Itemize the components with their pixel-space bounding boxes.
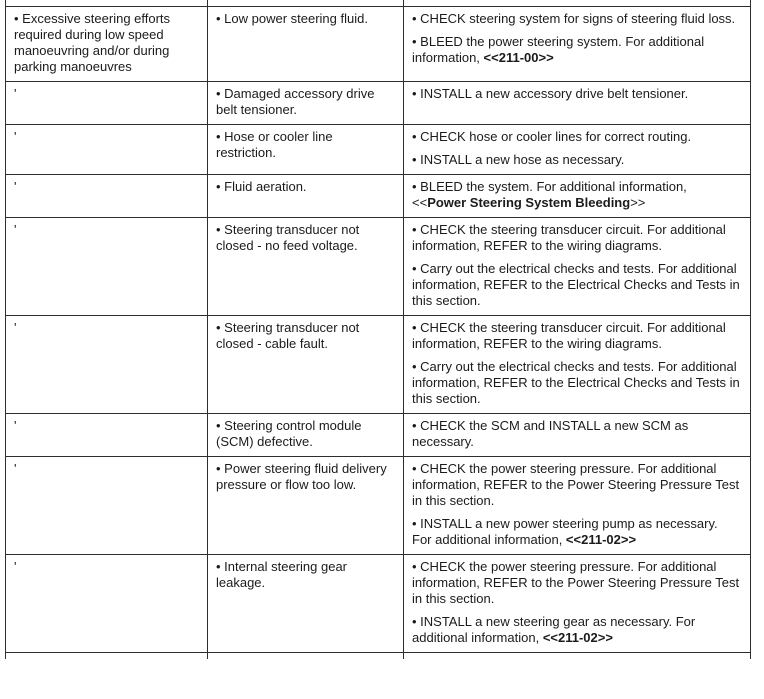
cell-paragraph [14, 222, 197, 238]
cell-paragraph [412, 261, 740, 309]
cell-text: • Low power steering fluid. [216, 11, 368, 26]
condition-cell [6, 218, 208, 315]
cell-text: << [412, 195, 428, 210]
condition-cell [6, 0, 208, 6]
cell-text: • INSTALL a new power steering pump as necessary. For additional information, [412, 516, 718, 547]
cell-text: • Excessive steering efforts required during low speed manoeuvring and/or during parking manoeuvres [14, 11, 171, 74]
cell-text: • BLEED the power steering system. For additional information, [412, 34, 705, 65]
condition-cell [6, 175, 208, 217]
source-cell [208, 125, 404, 174]
table-row [6, 82, 751, 125]
table-row [6, 316, 751, 414]
cell-text: • CHECK hose or cooler lines for correct routing. [412, 129, 692, 144]
cell-text: • CHECK the power steering pressure. For additional information, REFER to the Power Steering Pressure Test in this section. [412, 461, 740, 508]
cell-text: • Internal steering gear leakage. [216, 559, 348, 590]
action-cell [404, 82, 751, 124]
action-cell [404, 653, 751, 659]
cell-text: • Steering transducer not closed - no feed voltage. [216, 222, 360, 253]
cell-paragraph [14, 11, 197, 75]
cell-paragraph [216, 418, 393, 450]
cell-paragraph [216, 179, 393, 195]
cell-paragraph [412, 359, 740, 407]
source-cell [208, 414, 404, 456]
source-cell [208, 457, 404, 554]
bold-reference-text: <<211-00>> [483, 50, 554, 65]
source-cell [208, 653, 404, 659]
cell-text: ' [14, 86, 17, 101]
cell-text: ' [14, 179, 17, 194]
condition-cell [6, 653, 208, 659]
condition-cell [6, 457, 208, 554]
cell-paragraph [216, 129, 393, 161]
action-cell [404, 414, 751, 456]
cell-text: • CHECK steering system for signs of steering fluid loss. [412, 11, 736, 26]
action-cell [404, 175, 751, 217]
table-row [6, 414, 751, 457]
cell-paragraph [412, 34, 740, 66]
action-cell [404, 0, 751, 6]
cell-paragraph [412, 152, 740, 168]
cell-paragraph [412, 516, 740, 548]
cell-paragraph [14, 559, 197, 575]
cell-paragraph [412, 11, 740, 27]
cell-paragraph [14, 320, 197, 336]
action-cell [404, 555, 751, 652]
source-cell [208, 82, 404, 124]
cell-text: ' [14, 222, 17, 237]
source-cell [208, 7, 404, 81]
action-cell [404, 457, 751, 554]
table-row [6, 7, 751, 82]
cell-text: ' [14, 320, 17, 335]
condition-cell [6, 316, 208, 413]
cell-text: • BLEED the system. For additional information, [412, 179, 687, 194]
table-row [6, 175, 751, 218]
source-cell [208, 175, 404, 217]
condition-cell [6, 414, 208, 456]
diagnostic-table [5, 0, 751, 659]
table-row [6, 457, 751, 555]
cell-paragraph [14, 179, 197, 195]
cell-text: • Carry out the electrical checks and tests. For additional information, REFER to the Electrical Checks and Tests in this section. [412, 261, 740, 308]
cell-text: • Damaged accessory drive belt tensioner. [216, 86, 375, 117]
cell-text: • Carry out the electrical checks and tests. For additional information, REFER to the Electrical Checks and Tests in this section. [412, 359, 740, 406]
bold-reference-text: Power Steering System Bleeding [427, 195, 631, 210]
cell-paragraph [14, 418, 197, 434]
condition-cell [6, 82, 208, 124]
cell-paragraph [216, 559, 393, 591]
cell-paragraph [412, 559, 740, 607]
cell-paragraph [412, 179, 740, 211]
cell-text: • INSTALL a new hose as necessary. [412, 152, 625, 167]
condition-cell [6, 125, 208, 174]
cell-text: • INSTALL a new accessory drive belt tensioner. [412, 86, 689, 101]
cell-paragraph [14, 461, 197, 477]
action-cell [404, 125, 751, 174]
cell-paragraph [14, 129, 197, 145]
cell-text: ' [14, 129, 17, 144]
action-cell [404, 316, 751, 413]
cell-paragraph [412, 222, 740, 254]
cell-text: • INSTALL a new steering gear as necessary. For additional information, [412, 614, 696, 645]
cell-text: • CHECK the steering transducer circuit. For additional information, REFER to the wiring diagrams. [412, 320, 726, 351]
cell-paragraph [412, 461, 740, 509]
cell-text: • Steering transducer not closed - cable fault. [216, 320, 360, 351]
cell-paragraph [216, 86, 393, 118]
cell-text: • CHECK the power steering pressure. For additional information, REFER to the Power Steering Pressure Test in this section. [412, 559, 740, 606]
cell-paragraph [412, 129, 740, 145]
cell-text: • CHECK the SCM and INSTALL a new SCM as necessary. [412, 418, 689, 449]
cell-text: ' [14, 418, 17, 433]
table-row [6, 125, 751, 175]
cell-paragraph [216, 461, 393, 493]
source-cell [208, 316, 404, 413]
action-cell [404, 7, 751, 81]
cell-paragraph [216, 11, 393, 27]
action-cell [404, 218, 751, 315]
table-body [6, 7, 751, 653]
cell-paragraph [14, 86, 197, 102]
cell-paragraph [412, 614, 740, 646]
cell-text: ' [14, 461, 17, 476]
cell-text: • Fluid aeration. [216, 179, 307, 194]
cell-paragraph [216, 222, 393, 254]
cell-text: >> [630, 195, 646, 210]
cell-text: ' [14, 559, 17, 574]
partial-row-top [6, 0, 751, 7]
source-cell [208, 555, 404, 652]
cell-text: • Power steering fluid delivery pressure or flow too low. [216, 461, 387, 492]
cell-paragraph [412, 320, 740, 352]
condition-cell [6, 7, 208, 81]
table-row [6, 218, 751, 316]
table-row [6, 555, 751, 653]
source-cell [208, 0, 404, 6]
cell-paragraph [412, 418, 740, 450]
cell-paragraph [412, 86, 740, 102]
cell-paragraph [216, 320, 393, 352]
cell-text: • CHECK the steering transducer circuit. For additional information, REFER to the wiring diagrams. [412, 222, 726, 253]
source-cell [208, 218, 404, 315]
condition-cell [6, 555, 208, 652]
bold-reference-text: <<211-02>> [565, 532, 637, 547]
cell-text: • Steering control module (SCM) defective. [216, 418, 362, 449]
bold-reference-text: <<211-02>> [542, 630, 613, 645]
cell-text: • Hose or cooler line restriction. [216, 129, 333, 160]
partial-row-bottom [6, 653, 751, 659]
